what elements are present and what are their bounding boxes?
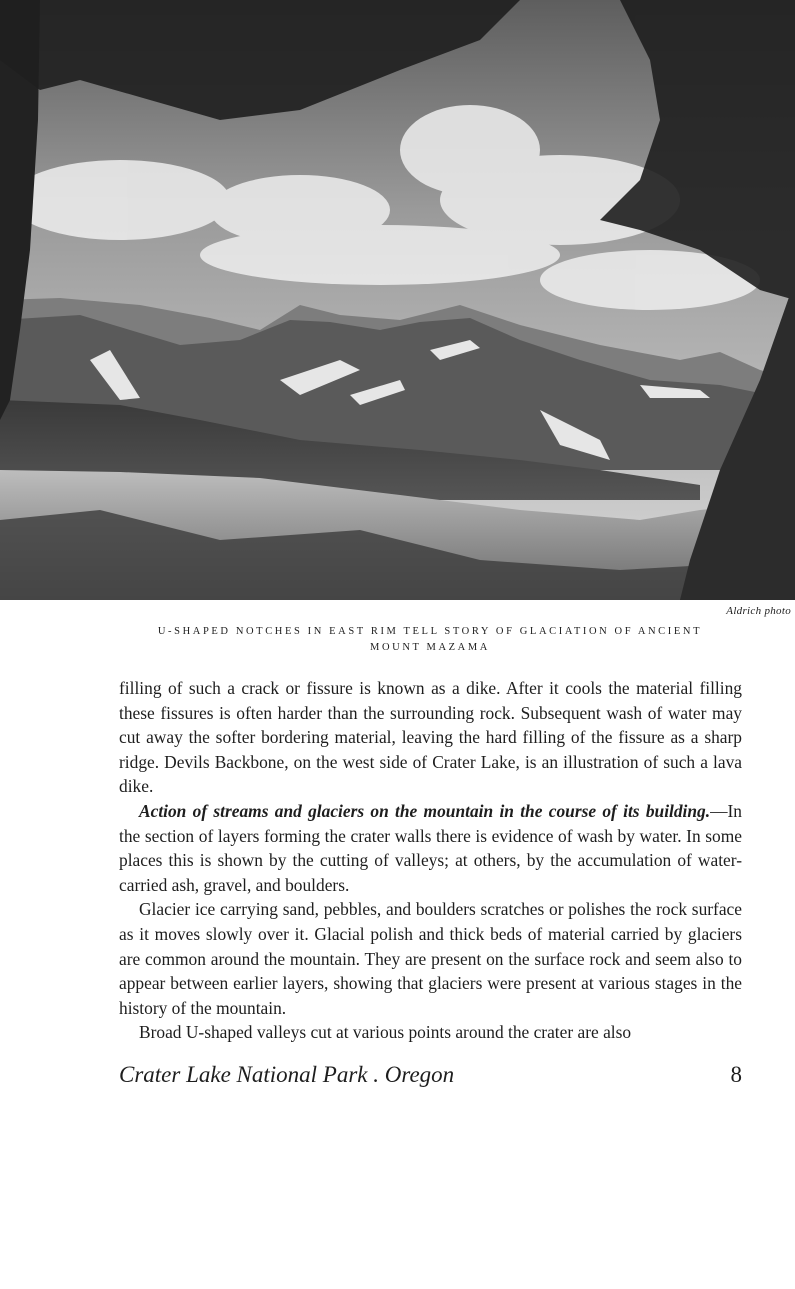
paragraph-3: Glacier ice carrying sand, pebbles, and boulders scratches or polishes the rock surface as it moves slowly over it. Glacial polish and thick beds of material carried by glaciers are common around the mountain. They are present on the surface rock and seem also to appear between earlier layers, showing that glaciers were present at various stages in the history of the mountain. [119, 899, 742, 1018]
section-lead-in: Action of streams and glaciers on the mountain in the course of its building. [139, 800, 711, 821]
page-number: 8 [730, 1062, 742, 1087]
running-footer-title: Crater Lake National Park . Oregon [119, 1062, 455, 1087]
crater-lake-photo [0, 0, 795, 600]
photo-credit: Aldrich photo [726, 605, 791, 617]
body-text [119, 676, 742, 1045]
paragraph-2-text: —In the section of layers forming the crater walls there is evidence of wash by water. In some places this is shown by the cutting of valleys; at others, by the accumulation of water-carried ash, gravel, and boulders. [119, 800, 742, 895]
paragraph-4: Broad U-shaped valleys cut at various points around the crater are also [139, 1022, 632, 1043]
photo-caption [110, 624, 750, 656]
paragraph-1: filling of such a crack or fissure is known as a dike. After it cools the material filling these fissures is often harder than the surrounding rock. Subsequent wash of water may cut away the softer bordering material, leaving the hard filling of the fissure as a sharp ridge. Devils Backbone, on the west side of Crater Lake, is an illustration of such a lava dike. [119, 678, 742, 797]
paragraph-2 [119, 799, 742, 897]
caption-line-1: U-SHAPED NOTCHES IN EAST RIM TELL STORY OF GLACIATION OF ANCIENT [157, 626, 703, 637]
caption-line-2: MOUNT MAZAMA [370, 642, 490, 653]
